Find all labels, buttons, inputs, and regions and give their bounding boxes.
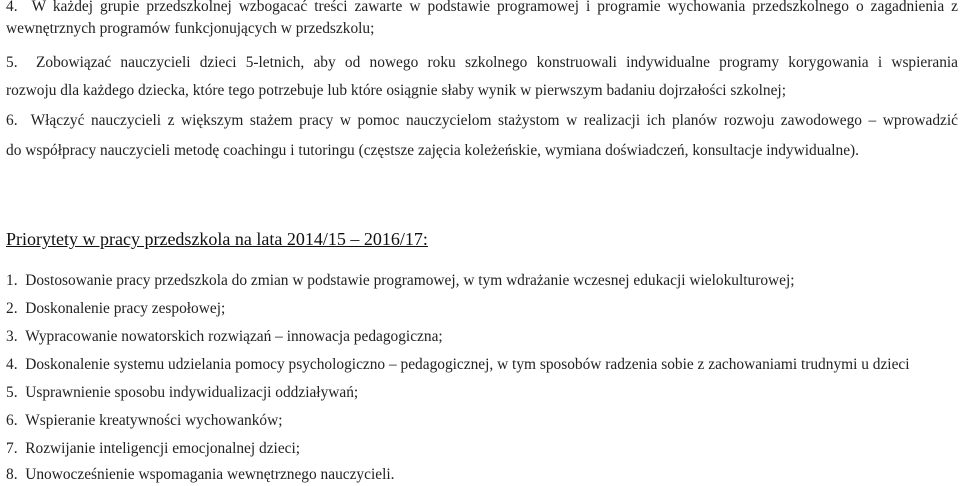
priority-item-4: 4. Doskonalenie systemu udzielania pomocy psychologiczno – pedagogicznej, w tym sposobów radzenia sobie z zachowaniami trudnymi u dzieci [6,356,910,373]
item-4-line-2: wewnętrznych programów funkcjonujących w przedszkolu; [6,20,375,37]
priority-item-8: 8. Unowocześnienie wspomagania wewnętrznego nauczycieli. [6,466,395,483]
priority-item-7: 7. Rozwijanie inteligencji emocjonalnej dzieci; [6,440,301,457]
item-5-line-1: 5. Zobowiązać nauczycieli dzieci 5-letnich, aby od nowego roku szkolnego konstruowali indywidualne programy korygowania i wspierania [6,54,958,71]
item-5-line-2: rozwoju dla każdego dziecka, które tego potrzebuje lub które osiągnie słaby wynik w pierwszym badaniu dojrzałości szkolnej; [6,82,786,99]
item-6-line-1: 6. Włączyć nauczycieli z większym stażem pracy w pomoc nauczycielom stażystom w realizacji ich planów rozwoju zawodowego – wprowadzić [6,112,958,129]
priority-item-5: 5. Usprawnienie sposobu indywidualizacji oddziaływań; [6,384,359,401]
item-6-line-2: do współpracy nauczycieli metodę coachingu i tutoringu (częstsze zajęcia koleżeńskie, wymiana doświadczeń, konsultacje indywidualne). [6,142,860,159]
priority-item-1: 1. Dostosowanie pracy przedszkola do zmian w podstawie programowej, w tym wdrażanie wczesnej edukacji wielokulturowej; [6,272,795,289]
priority-item-2: 2. Doskonalenie pracy zespołowej; [6,300,226,317]
priority-item-3: 3. Wypracowanie nowatorskich rozwiązań – innowacja pedagogiczna; [6,328,443,345]
item-4-line-1: 4. W każdej grupie przedszkolnej wzbogacać treści zawarte w podstawie programowej i programie wychowania przedszkolnego o zagadnienia z [6,0,958,15]
priorities-heading: Priorytety w pracy przedszkola na lata 2014/15 – 2016/17: [6,229,428,249]
priority-item-6: 6. Wspieranie kreatywności wychowanków; [6,412,283,429]
